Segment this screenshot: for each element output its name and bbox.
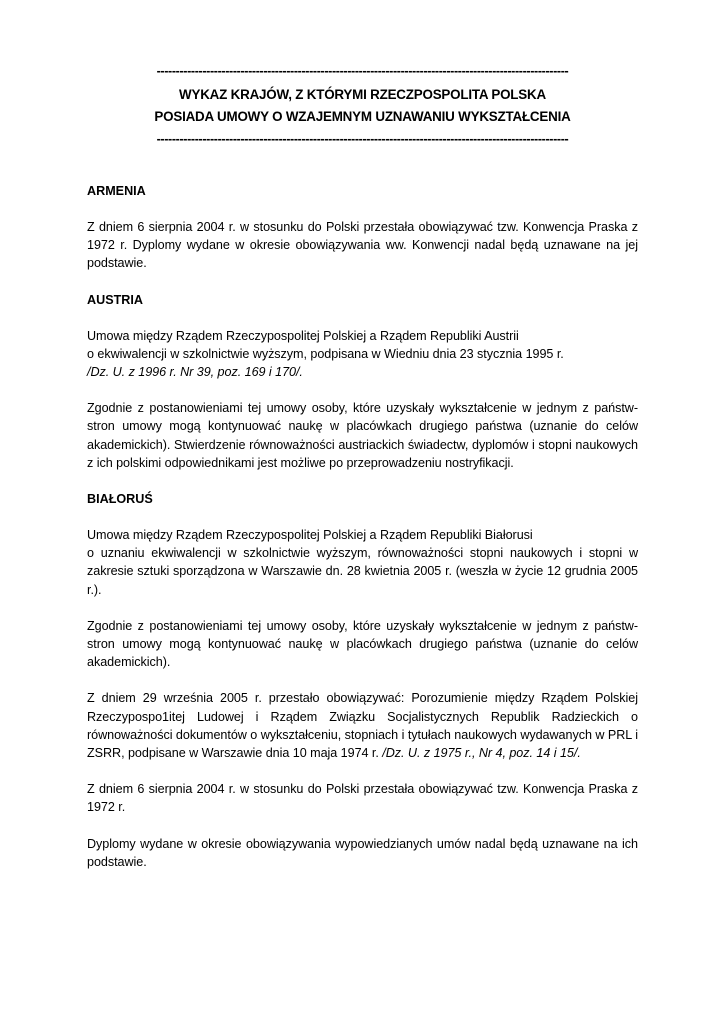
bialorus-agreement-line-1: Umowa między Rządem Rzeczypospolitej Polskiej a Rządem Republiki Białorusi bbox=[87, 528, 533, 543]
section-heading-armenia: ARMENIA bbox=[87, 184, 146, 198]
bialorus-paragraph-4: Z dniem 6 sierpnia 2004 r. w stosunku do Polski przestała obowiązywać tzw. Konwencja Praska z 1972 r. bbox=[87, 782, 638, 815]
bialorus-agreement bbox=[87, 526, 638, 599]
austria-paragraph: Zgodnie z postanowieniami tej umowy osoby, które uzyskały wykształcenie w jednym z państw-stron umowy mogą kontynuować naukę w placówkach drugiego państwa (uznanie do celów akademickich). Stwierdzenie równoważności austriackich świadectw, dyplomów i stopni naukowych z ich polskimi odpowiednikami jest możliwe po przeprowadzeniu nostryfikacji. bbox=[87, 401, 638, 470]
title-line-2: POSIADA UMOWY O WZAJEMNYM UZNAWANIU WYKSZTAŁCENIA bbox=[154, 109, 571, 124]
bialorus-paragraph-5: Dyplomy wydane w okresie obowiązywania wypowiedzianych umów nadal będą uznawane na ich podstawie. bbox=[87, 836, 638, 869]
bialorus-paragraph-3-text: Z dniem 29 września 2005 r. przestało obowiązywać: Porozumienie między Rządem Polskiej Rzeczypospo1itej Ludowej i Rządem Związku Socjalistycznych Republik Radzieckich o równoważności dokumentów o wykształceniu, stopniach i tytułach naukowych wydawanych w PRL i ZSRR, podpisane w Warszawie dnia 10 maja 1974 r. bbox=[87, 691, 638, 761]
austria-agreement-line-2: o ekwiwalencji w szkolnictwie wyższym, podpisana w Wiedniu dnia 23 stycznia 1995 r. bbox=[87, 346, 564, 361]
bottom-rule: ------------------------------------------------------------------------------------------------------------ bbox=[156, 132, 569, 146]
bialorus-paragraph-3-reference: /Dz. U. z 1975 r., Nr 4, poz. 14 i 15/. bbox=[382, 746, 581, 761]
document-page bbox=[87, 62, 638, 871]
bialorus-paragraph-2: Zgodnie z postanowieniami tej umowy osoby, które uzyskały wykształcenie w jednym z państw-stron umowy mogą kontynuować naukę w placówkach drugiego państwa (uznanie do celów akademickich). bbox=[87, 618, 638, 670]
document-title bbox=[87, 84, 638, 128]
bialorus-agreement-rest: o uznaniu ekwiwalencji w szkolnictwie wyższym, równoważności stopni naukowych i stopni w zakresie sztuki sporządzona w Warszawie dn. 28 kwietnia 2005 r. (weszła w życie 12 grudnia 2005 r.). bbox=[87, 546, 638, 597]
bialorus-paragraph-3 bbox=[87, 689, 638, 762]
top-rule: ------------------------------------------------------------------------------------------------------------ bbox=[156, 64, 569, 78]
section-heading-bialorus: BIAŁORUŚ bbox=[87, 492, 153, 507]
section-heading-austria: AUSTRIA bbox=[87, 292, 143, 307]
title-line-1: WYKAZ KRAJÓW, Z KTÓRYMI RZECZPOSPOLITA POLSKA bbox=[179, 87, 546, 102]
austria-agreement bbox=[87, 327, 638, 382]
armenia-paragraph: Z dniem 6 sierpnia 2004 r. w stosunku do Polski przestała obowiązywać tzw. Konwencja Praska z 1972 r. Dyplomy wydane w okresie obowiązywania ww. Konwencji nadal będą uznawane na jej podstawie. bbox=[87, 220, 638, 271]
austria-agreement-reference: /Dz. U. z 1996 r. Nr 39, poz. 169 i 170/. bbox=[87, 365, 303, 380]
austria-agreement-line-1: Umowa między Rządem Rzeczypospolitej Polskiej a Rządem Republiki Austrii bbox=[87, 328, 519, 343]
